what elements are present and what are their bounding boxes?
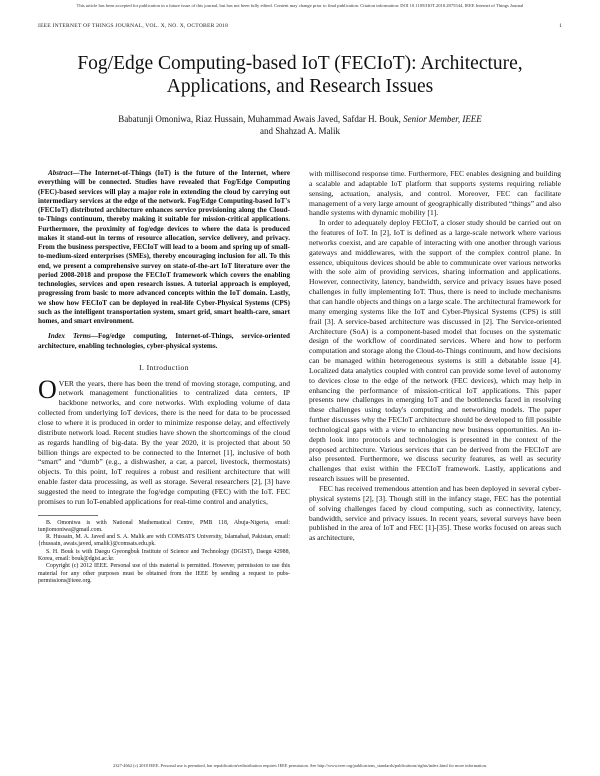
footnotes	[38, 520, 290, 586]
footnote: S. H. Bouk is with Daegu Gyeongbuk Institute of Science and Technology (DGIST), Daegu 42988, Korea, email: bouk@dgist.ac.kr.	[38, 548, 290, 563]
author-names: Babatunji Omoniwa, Riaz Hussain, Muhammad Awais Javed, Safdar H. Bouk,	[118, 114, 401, 124]
body-paragraph: In order to adequately deploy FECIoT, a closer study should be carried out on the features of IoT. In [2], IoT is defined as a large-scale network where various networks coexist, and are capable of interacting with one another through various gateways and middlewares, with the support of the complex control plane. In essence, ubiquitous devices should be able to communicate over various networks with the sole aim of providing services, sharing information and applications. However, connectivity, latency, bandwidth, service and privacy issues have posed challenges in fully implementing IoT. Thus, there is need to include mechanisms that can handle objects and things on a large scale. The architectural framework for many emerging systems like the IoT and Cyber-Physical Systems (CPS) is still frail [3]. A service-based architecture was discussed in [2]. The Service-oriented Architecture (SoA) is a component-based model that focuses on the systematic design of the workflow of coordinated services. Where and how to perform computation and storage along the Cloud-to-Things continuum, and how decisions can be managed within heterogeneous systems is still a debatable issue [4]. Localized data analytics coupled with control can provide some level of autonomy to devices close to the edge of the network (FEC devices), which may help in enhancing the performance of mission-critical IoT applications. This paper presents new challenges in emerging IoT and the bottlenecks faced in resolving these challenges using today's computing and networking models. The paper further discusses why the FECIoT architecture should be developed to fill possible technological gaps with a view to enhancing new business opportunities. An in-depth look into protocols and technologies is presented in the context of the proposed architecture. Various services that can be derived from the FECIoT are also presented. Furthermore, we discuss security features, as well as security challenges that exist within the FECIoT framework. Lastly, applications and research issues will be presented.	[309, 218, 561, 484]
index-terms-text: —Fog/edge computing, Internet-of-Things, service-oriented architecture, enabling technologies, cyber-physical systems.	[38, 332, 290, 350]
section-heading-introduction: I. Introduction	[139, 362, 189, 372]
paper-title: Fog/Edge Computing-based IoT (FECIoT): Architecture, Applications, and Research Issues	[77, 53, 523, 97]
body-paragraph: with millisecond response time. Furthermore, FEC enables designing and building a scalable and adaptable IoT platform that supports systems requiring reliable sensing, actuation, analysis, and control. Moreover, FEC can facilitate management of a very large amount of geographically distributed “things” and also handle systems with dynamic mobility [1].	[309, 169, 561, 218]
drop-cap: O	[38, 374, 57, 404]
abstract-lead: Abstract	[48, 169, 73, 177]
index-terms-lead: Index Terms	[48, 332, 91, 341]
right-column	[309, 169, 561, 543]
journal-running-title: IEEE INTERNET OF THINGS JOURNAL, VOL. X, NO. X, OCTOBER 2018	[38, 23, 229, 29]
copyright-footer: 2327-4662 (c) 2018 IEEE. Personal use is permitted, but republication/redistribution requires IEEE permission. See http://www.ieee.org/publications_standards/publications/rights/index.html for more information.	[113, 763, 487, 768]
intro-first-word: VER	[58, 378, 74, 388]
author-line-2: and Shahzad A. Malik	[260, 126, 340, 136]
footnote: B. Omoniwa is with National Mathematical Centre, PMB 118, Abuja-Nigeria, email: tunjiomoniwa@gmail.com.	[38, 519, 290, 533]
author-list	[40, 113, 560, 137]
running-head	[38, 23, 562, 29]
index-terms	[38, 332, 290, 351]
footnote-rule	[38, 515, 98, 516]
author-affiliation-grade: Senior Member, IEEE	[403, 114, 482, 124]
author-line-1	[40, 113, 560, 125]
footnote: R. Hussain, M. A. Javed and S. A. Malik are with COMSATS University, Islamabad, Pakistan, email: {rhussain, awais.javed, smalik}@comsats.edu.pk.	[38, 534, 290, 548]
intro-paragraph	[38, 374, 290, 507]
abstract-text: —The Internet-of-Things (IoT) is the future of the Internet, where everything will be connected. Studies have revealed that Fog/Edge Computing (FEC)-based services will play a major role in extending the cloud by carrying out intermediary services at the edge of the network. Fog/Edge Computing-based IoT's (FECIoT) distributed architecture enhances service provisioning along the Cloud-to-Things continuum, thereby making it suitable for mission-critical applications. Furthermore, the proximity of fog/edge devices to where the data is produced makes it stand-out in terms of resource allocation, service delivery, and privacy. From the business perspective, FECIoT will lead to a boom and spring up of small-to-medium-sized enterprises (SMEs), thereby encouraging inclusion for all. To this end, we present a comprehensive survey on state-of-the-art IoT literature over the period 2008-2018 and propose the FECIoT framework which covers the enabling technologies, services and open research issues. A tutorial approach is employed, progressing from basic to more advanced concepts within the IoT domain. Lastly, we show how FECIoT can be deployed in real-life Cyber-Physical Systems (CPS) such as the intelligent transportation system, smart grid, smart health-care, smart homes, and smart environment.	[38, 169, 290, 325]
page-number: 1	[559, 23, 562, 29]
intro-text: the years, there has been the trend of moving storage, computing, and network management functionalities to centralized data centers, IP backbone networks, and core networks. With exploding volume of data collected from underlying IoT devices, there is the need for data to be processed close to where it is produced in order to minimize response delay, and effectively distribute network load. Recent studies have shown the shortcomings of the cloud as regards handling of big-data. By the year 2020, it is projected that about 50 billion things are expected to be connected to the Internet [1], inclusive of both “smart” and “dumb” (e.g., a dishwasher, a car, a parcel, livestock, thermostats) objects. To this point, IoT requires a robust and resilient architecture that will enable faster data processing, as well as storage. Several researchers [2], [3] have suggested the need to integrate the fog/edge computing (FEC) with the IoT. FEC promises to run IoT-enabled applications for real-time control and analytics,	[38, 378, 290, 506]
copyright-footnote: Copyright (c) 2012 IEEE. Personal use of this material is permitted. However, permission to use this material for any other purposes must be obtained from the IEEE by sending a request to pubs-permissions@ieee.org.	[38, 563, 290, 584]
abstract	[38, 169, 290, 326]
left-column	[38, 169, 290, 585]
body-paragraph: FEC has received tremendous attention and has been deployed in several cyber-physical systems [2], [3]. Though still in the infancy stage, FEC has the potential of solving challenges faced by cloud computing, such as connectivity, latency, bandwidth, service and privacy issues. In recent years, several surveys have been published in the area of IoT and FEC [1]-[35]. These works focused on areas such as architecture,	[309, 484, 561, 543]
publication-notice: This article has been accepted for publication in a future issue of this journal, but has not been fully edited. Content may change prior to final publication. Citation information: DOI 10.1109/JIOT.2018.2875544, IEEE Internet of Things Journal	[76, 3, 524, 8]
